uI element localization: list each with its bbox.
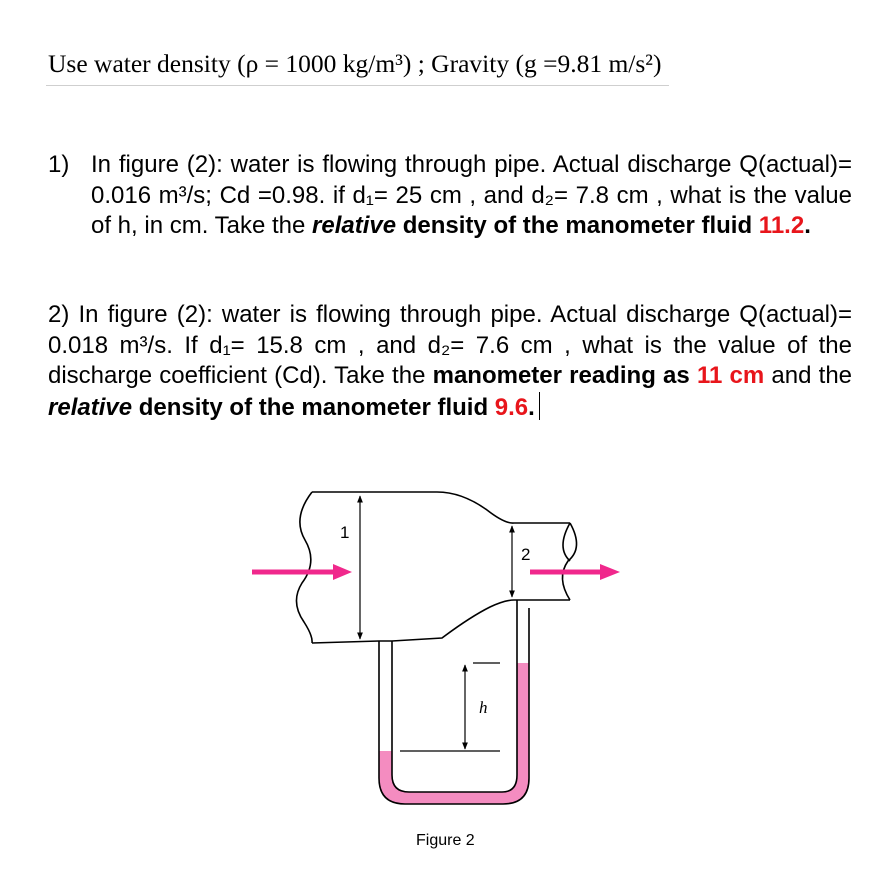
question-1-text: In figure (2): water is flowing through pipe. Actual discharge Q(actual)= 0.016 m³/s; Cd =0.98. if d₁= 25 cm , and d₂= 7.8 cm , what is the value of h, in cm. Take the <box>91 151 852 239</box>
question-2-number: 2) <box>48 301 70 328</box>
question-1-number: 1) <box>48 151 70 178</box>
question-1-end: . <box>804 212 811 239</box>
manometer-fluid <box>379 663 529 804</box>
question-1-bold-tail: density of the manometer fluid <box>396 212 759 239</box>
question-1-relative: relative <box>312 212 397 239</box>
question-2-relative: relative <box>48 393 133 421</box>
question-1-density-value: 11.2 <box>758 212 805 239</box>
manometer-tube <box>379 600 529 804</box>
label-section-1: 1 <box>340 523 350 542</box>
question-2-text: In figure (2): water is flowing through pipe. Actual discharge Q(actual)= 0.018 m³/s. If d₁= 15.8 cm , and d₂= 7.6 cm , what is the value of the discharge coefficient (Cd). Take the <box>48 301 852 389</box>
question-2-bold-2: density of the manometer fluid <box>132 393 495 421</box>
question-2-mid: and the <box>764 362 853 389</box>
question-2-end: . <box>528 393 535 421</box>
label-section-2: 2 <box>521 545 531 564</box>
figure-caption: Figure 2 <box>416 832 475 849</box>
label-h: h <box>479 698 488 717</box>
dimension-lines <box>360 496 512 751</box>
question-2-bold-1: manometer reading as <box>432 362 697 389</box>
header-text: Use water density (ρ = 1000 kg/m³) ; Gravity (g =9.81 m/s²) <box>48 49 662 78</box>
question-2-reading: 11 cm <box>696 362 765 389</box>
question-2-density-value: 9.6 <box>494 393 529 421</box>
